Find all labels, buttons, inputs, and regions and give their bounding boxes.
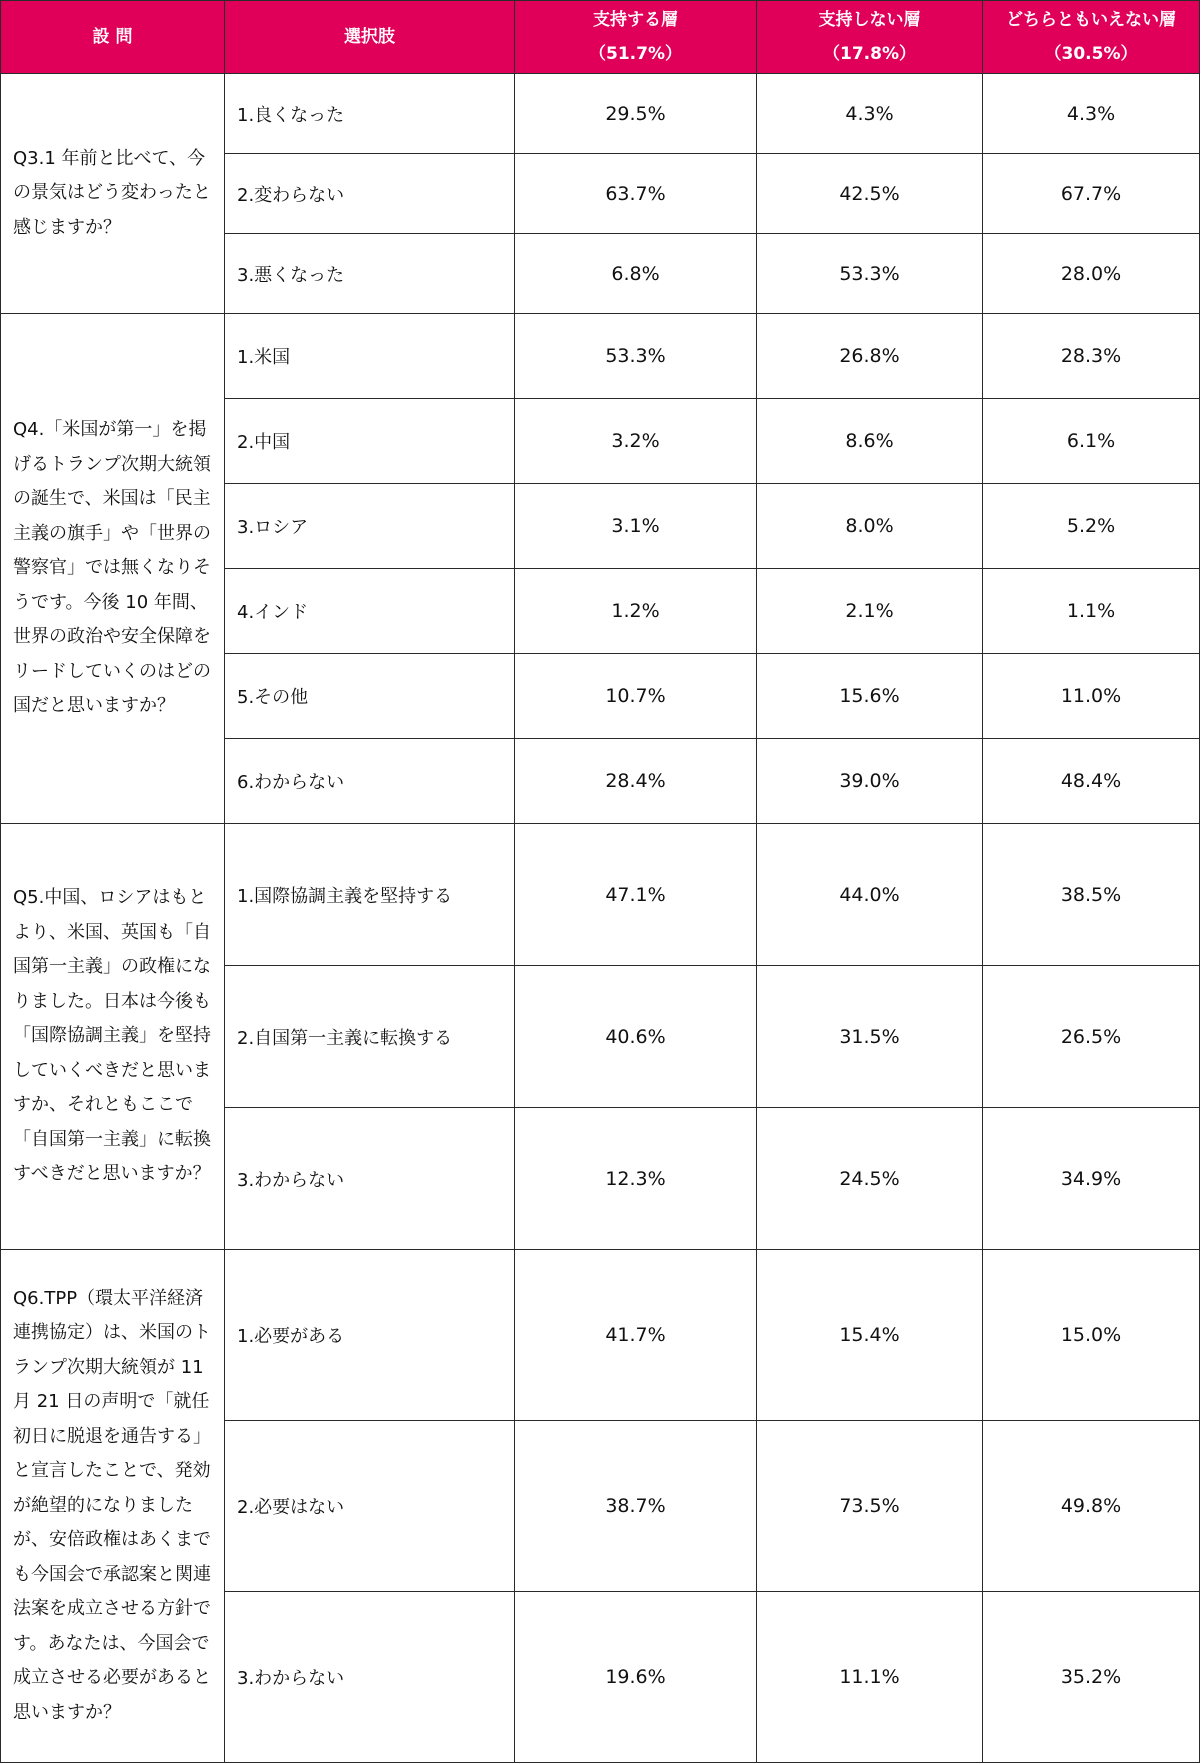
table-row xyxy=(1,314,1200,399)
value-cell: 19.6% xyxy=(515,1592,757,1763)
option-cell: 3.わからない xyxy=(225,1108,515,1250)
option-cell: 1.良くなった xyxy=(225,74,515,154)
option-cell: 1.米国 xyxy=(225,314,515,399)
value-cell: 1.2% xyxy=(515,569,757,654)
header-group-nonsupport xyxy=(757,1,983,74)
header-group-support xyxy=(515,1,757,74)
value-cell: 63.7% xyxy=(515,154,757,234)
value-cell: 8.6% xyxy=(757,399,983,484)
option-cell: 4.インド xyxy=(225,569,515,654)
value-cell: 53.3% xyxy=(515,314,757,399)
value-cell: 15.4% xyxy=(757,1250,983,1421)
value-cell: 35.2% xyxy=(983,1592,1200,1763)
question-q5: Q5.中国、ロシアはもとより、米国、英国も「自国第一主義」の政権になりました。日本は今後も「国際協調主義」を堅持していくべきだと思いますか、それともここで「自国第一主義」に転換すべきだと思いますか？ xyxy=(1,824,225,1250)
table-body xyxy=(1,74,1200,1763)
value-cell: 15.6% xyxy=(757,654,983,739)
value-cell: 29.5% xyxy=(515,74,757,154)
option-cell: 2.変わらない xyxy=(225,154,515,234)
option-cell: 1.必要がある xyxy=(225,1250,515,1421)
table-header xyxy=(1,1,1200,74)
table-row xyxy=(1,824,1200,966)
value-cell: 10.7% xyxy=(515,654,757,739)
value-cell: 26.8% xyxy=(757,314,983,399)
value-cell: 11.1% xyxy=(757,1592,983,1763)
header-group-share: （30.5%） xyxy=(1044,44,1138,64)
option-cell: 3.悪くなった xyxy=(225,234,515,314)
value-cell: 6.1% xyxy=(983,399,1200,484)
header-group-neutral xyxy=(983,1,1200,74)
value-cell: 4.3% xyxy=(757,74,983,154)
header-group-share: （51.7%） xyxy=(589,44,682,64)
value-cell: 4.3% xyxy=(983,74,1200,154)
value-cell: 48.4% xyxy=(983,739,1200,824)
value-cell: 34.9% xyxy=(983,1108,1200,1250)
value-cell: 3.1% xyxy=(515,484,757,569)
value-cell: 6.8% xyxy=(515,234,757,314)
question-q3: Q3.1 年前と比べて、今の景気はどう変わったと感じますか？ xyxy=(1,74,225,314)
value-cell: 42.5% xyxy=(757,154,983,234)
value-cell: 40.6% xyxy=(515,966,757,1108)
header-group-share: （17.8%） xyxy=(823,44,916,64)
header-row xyxy=(1,1,1200,74)
value-cell: 49.8% xyxy=(983,1421,1200,1592)
question-q6: Q6.TPP（環太平洋経済連携協定）は、米国のトランプ次期大統領が 11 月 21 日の声明で「就任初日に脱退を通告する」と宣言したことで、発効が絶望的になりましたが、安倍政権はあくまでも今国会で承認案と関連法案を成立させる方針です。あなたは、今国会で成立させる必要があると思いますか？ xyxy=(1,1250,225,1763)
value-cell: 53.3% xyxy=(757,234,983,314)
value-cell: 2.1% xyxy=(757,569,983,654)
value-cell: 38.5% xyxy=(983,824,1200,966)
option-cell: 1.国際協調主義を堅持する xyxy=(225,824,515,966)
option-cell: 5.その他 xyxy=(225,654,515,739)
value-cell: 1.1% xyxy=(983,569,1200,654)
value-cell: 24.5% xyxy=(757,1108,983,1250)
header-group-label: 支持しない層 xyxy=(818,10,921,30)
value-cell: 28.3% xyxy=(983,314,1200,399)
value-cell: 39.0% xyxy=(757,739,983,824)
value-cell: 8.0% xyxy=(757,484,983,569)
value-cell: 26.5% xyxy=(983,966,1200,1108)
option-cell: 3.わからない xyxy=(225,1592,515,1763)
value-cell: 11.0% xyxy=(983,654,1200,739)
option-cell: 2.必要はない xyxy=(225,1421,515,1592)
option-cell: 6.わからない xyxy=(225,739,515,824)
header-group-label: 支持する層 xyxy=(593,10,678,30)
value-cell: 73.5% xyxy=(757,1421,983,1592)
value-cell: 41.7% xyxy=(515,1250,757,1421)
value-cell: 15.0% xyxy=(983,1250,1200,1421)
table-row xyxy=(1,74,1200,154)
option-cell: 2.中国 xyxy=(225,399,515,484)
value-cell: 5.2% xyxy=(983,484,1200,569)
header-question: 設 問 xyxy=(1,1,225,74)
value-cell: 12.3% xyxy=(515,1108,757,1250)
option-cell: 2.自国第一主義に転換する xyxy=(225,966,515,1108)
table-row xyxy=(1,1250,1200,1421)
value-cell: 28.4% xyxy=(515,739,757,824)
header-group-label: どちらともいえない層 xyxy=(1006,10,1176,30)
value-cell: 44.0% xyxy=(757,824,983,966)
value-cell: 3.2% xyxy=(515,399,757,484)
value-cell: 47.1% xyxy=(515,824,757,966)
value-cell: 67.7% xyxy=(983,154,1200,234)
question-q4: Q4.「米国が第一」を掲げるトランプ次期大統領の誕生で、米国は「民主主義の旗手」や「世界の警察官」では無くなりそうです。今後 10 年間、世界の政治や安全保障をリードしていくのはどの国だと思いますか？ xyxy=(1,314,225,824)
header-option: 選択肢 xyxy=(225,1,515,74)
option-cell: 3.ロシア xyxy=(225,484,515,569)
value-cell: 38.7% xyxy=(515,1421,757,1592)
value-cell: 31.5% xyxy=(757,966,983,1108)
value-cell: 28.0% xyxy=(983,234,1200,314)
